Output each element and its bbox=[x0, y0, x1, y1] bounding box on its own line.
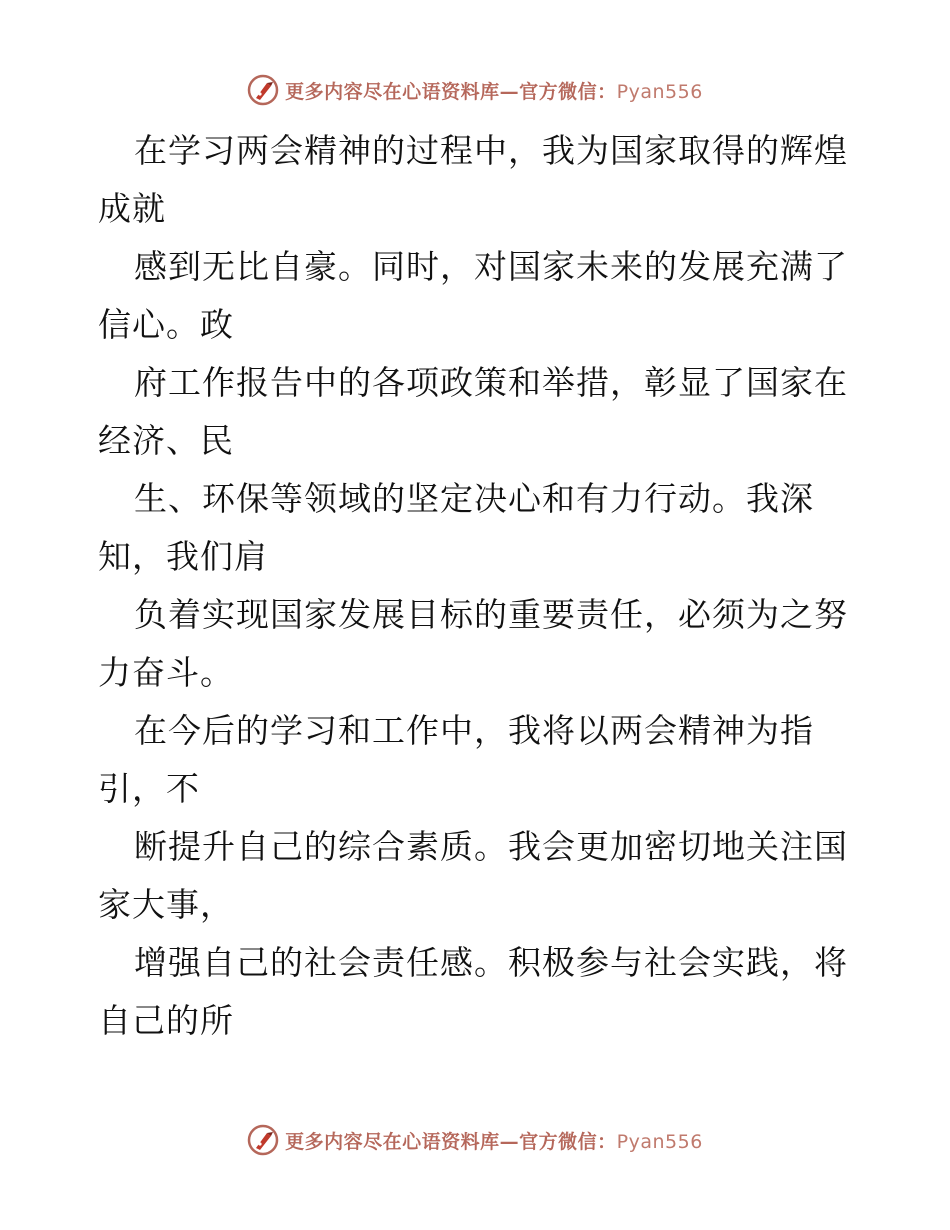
header-banner bbox=[0, 70, 950, 110]
text-line: 力奋斗。 bbox=[98, 653, 234, 692]
text-line: 引，不 bbox=[98, 769, 200, 808]
text-line: 负着实现国家发展目标的重要责任，必须为之努 bbox=[134, 595, 848, 634]
text-line: 信心。政 bbox=[98, 305, 234, 344]
text-line: 断提升自己的综合素质。我会更加密切地关注国 bbox=[134, 827, 848, 866]
pen-nib-logo-icon bbox=[247, 74, 279, 106]
banner-handle: Pyan556 bbox=[616, 1130, 703, 1153]
text-line: 增强自己的社会责任感。积极参与社会实践，将 bbox=[134, 943, 848, 982]
banner-handle: Pyan556 bbox=[616, 80, 703, 103]
pen-nib-logo-icon bbox=[247, 1124, 279, 1156]
text-line: 感到无比自豪。同时，对国家未来的发展充满了 bbox=[134, 247, 848, 286]
banner-text: 更多内容尽在心语资料库—官方微信：Pyan556 bbox=[285, 80, 703, 103]
text-line: 生、环保等领域的坚定决心和有力行动。我深 bbox=[134, 479, 814, 518]
text-line: 知，我们肩 bbox=[98, 537, 268, 576]
text-line: 在学习两会精神的过程中，我为国家取得的辉煌 bbox=[134, 131, 848, 170]
text-line: 家大事， bbox=[98, 885, 234, 924]
text-line: 在今后的学习和工作中，我将以两会精神为指 bbox=[134, 711, 814, 750]
document-body bbox=[98, 122, 858, 1050]
footer-banner bbox=[0, 1120, 950, 1160]
text-line: 府工作报告中的各项政策和举措，彰显了国家在 bbox=[134, 363, 848, 402]
text-line: 自己的所 bbox=[98, 1001, 234, 1040]
banner-text: 更多内容尽在心语资料库—官方微信：Pyan556 bbox=[285, 1130, 703, 1153]
text-line: 成就 bbox=[98, 189, 166, 228]
text-line: 经济、民 bbox=[98, 421, 234, 460]
